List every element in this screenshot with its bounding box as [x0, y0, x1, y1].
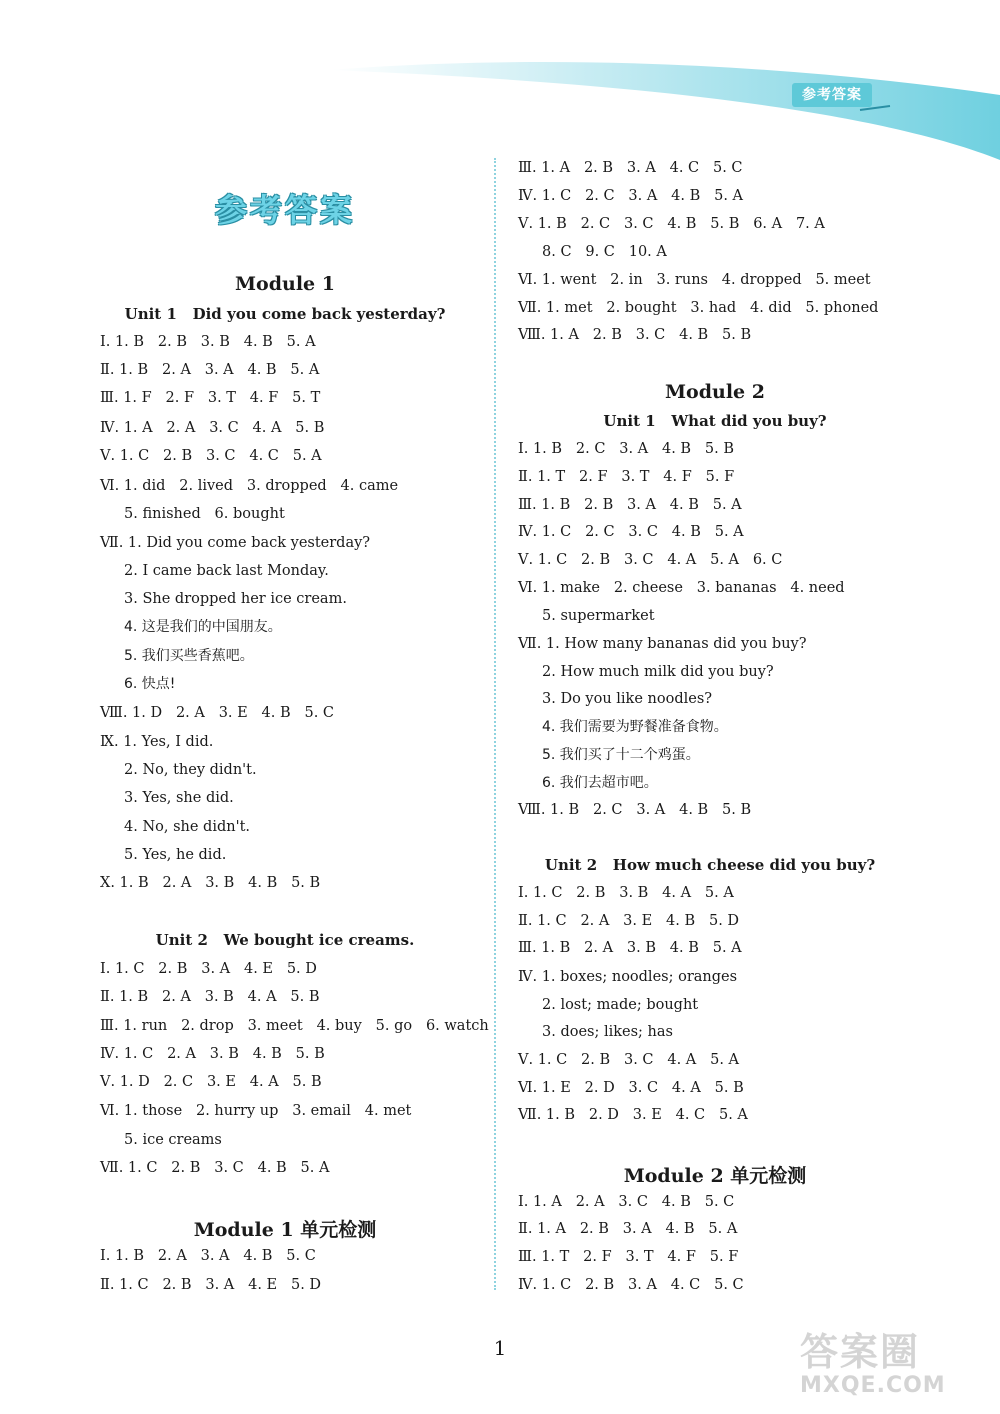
- module-1-heading: Module 1: [235, 273, 335, 295]
- answer-line: 3. Yes, she did.: [124, 790, 234, 806]
- answer-line: Ⅶ. 1. B 2. D 3. E 4. C 5. A: [518, 1107, 748, 1123]
- answer-line: 2. lost; made; bought: [542, 997, 699, 1013]
- module-2-heading: Module 2: [665, 381, 765, 403]
- answer-line: 3. She dropped her ice cream.: [124, 591, 347, 607]
- answer-line: Ⅶ. 1. C 2. B 3. C 4. B 5. A: [100, 1160, 330, 1176]
- answer-line: Ⅵ. 1. make 2. cheese 3. bananas 4. need: [518, 580, 845, 596]
- answer-line: Ⅱ. 1. B 2. A 3. A 4. B 5. A: [100, 362, 320, 378]
- answer-line: Ⅴ. 1. C 2. B 3. C 4. A 5. A: [518, 1052, 740, 1068]
- watermark-logo: [800, 1330, 990, 1400]
- answer-line: 3. does; likes; has: [542, 1024, 673, 1040]
- answer-line: Ⅷ. 1. B 2. C 3. A 4. B 5. B: [518, 802, 752, 818]
- answer-line: Ⅳ. 1. C 2. C 3. C 4. B 5. A: [518, 524, 744, 540]
- answer-line: 5. ice creams: [124, 1132, 222, 1148]
- answer-line: Ⅵ. 1. E 2. D 3. C 4. A 5. B: [518, 1080, 744, 1096]
- answer-line: Ⅵ. 1. went 2. in 3. runs 4. dropped 5. meet: [518, 272, 871, 288]
- answer-line: Ⅰ. 1. B 2. B 3. B 4. B 5. A: [100, 334, 316, 350]
- answer-line: 8. C 9. C 10. A: [542, 244, 667, 260]
- answer-line: 5. supermarket: [542, 608, 655, 624]
- answer-line: 5. Yes, he did.: [124, 847, 227, 863]
- answer-line: 4. No, she didn't.: [124, 819, 251, 835]
- answer-line: Ⅹ. 1. B 2. A 3. B 4. B 5. B: [100, 875, 321, 891]
- answer-line: Ⅰ. 1. C 2. B 3. B 4. A 5. A: [518, 885, 734, 901]
- answer-line: Ⅴ. 1. C 2. B 3. C 4. C 5. A: [100, 448, 322, 464]
- module-1-test-heading: Module 1 单元检测: [193, 1219, 377, 1241]
- answer-line: Ⅴ. 1. B 2. C 3. C 4. B 5. B 6. A 7. A: [518, 216, 825, 232]
- answer-line: Ⅰ. 1. C 2. B 3. A 4. E 5. D: [100, 961, 317, 977]
- watermark-en: MXQE.COM: [800, 1373, 946, 1398]
- answer-line: Ⅳ. 1. A 2. A 3. C 4. A 5. B: [100, 420, 325, 436]
- watermark-cn: 答案圈: [800, 1330, 921, 1374]
- answer-line: Ⅳ. 1. C 2. B 3. A 4. C 5. C: [518, 1277, 744, 1293]
- answer-line: 6. 快点!: [124, 676, 176, 692]
- answer-line: Ⅶ. 1. How many bananas did you buy?: [518, 636, 807, 652]
- answer-line: 6. 我们去超市吧。: [542, 775, 658, 791]
- answer-line: Ⅲ. 1. B 2. B 3. A 4. B 5. A: [518, 497, 742, 513]
- column-divider: [494, 158, 496, 1290]
- answer-line: Ⅳ. 1. boxes; noodles; oranges: [518, 969, 738, 985]
- answer-line: 5. finished 6. bought: [124, 506, 285, 522]
- answer-line: Ⅷ. 1. D 2. A 3. E 4. B 5. C: [100, 705, 335, 721]
- answer-line: Ⅱ. 1. A 2. B 3. A 4. B 5. A: [518, 1221, 738, 1237]
- answer-line: Ⅸ. 1. Yes, I did.: [100, 734, 214, 750]
- answer-line: Ⅴ. 1. D 2. C 3. E 4. A 5. B: [100, 1074, 322, 1090]
- answer-line: Ⅶ. 1. Did you come back yesterday?: [100, 535, 371, 551]
- answer-line: 2. No, they didn't.: [124, 762, 257, 778]
- answer-line: 4. 这是我们的中国朋友。: [124, 619, 282, 635]
- answer-line: Ⅷ. 1. A 2. B 3. C 4. B 5. B: [518, 327, 752, 343]
- answer-line: Ⅲ. 1. T 2. F 3. T 4. F 5. F: [518, 1249, 739, 1265]
- answer-line: Ⅴ. 1. C 2. B 3. C 4. A 5. A 6. C: [518, 552, 783, 568]
- answer-line: Ⅰ. 1. B 2. A 3. A 4. B 5. C: [100, 1248, 316, 1264]
- answer-line: 4. 我们需要为野餐准备食物。: [542, 719, 728, 735]
- section-tab: 参考答案: [792, 83, 872, 107]
- answer-line: Ⅲ. 1. F 2. F 3. T 4. F 5. T: [100, 390, 321, 406]
- answer-line: 5. 我们买些香蕉吧。: [124, 648, 254, 664]
- answer-line: Ⅲ. 1. A 2. B 3. A 4. C 5. C: [518, 160, 743, 176]
- answer-line: Ⅳ. 1. C 2. A 3. B 4. B 5. B: [100, 1046, 325, 1062]
- answer-line: Ⅲ. 1. run 2. drop 3. meet 4. buy 5. go 6. watch: [100, 1018, 489, 1034]
- answer-line: Ⅲ. 1. B 2. A 3. B 4. B 5. A: [518, 940, 742, 956]
- answer-line: 2. How much milk did you buy?: [542, 664, 774, 680]
- unit-2-heading: Unit 2 We bought ice creams.: [155, 931, 415, 949]
- answer-line: 2. I came back last Monday.: [124, 563, 329, 579]
- answer-line: 5. 我们买了十二个鸡蛋。: [542, 747, 700, 763]
- answer-line: Ⅳ. 1. C 2. C 3. A 4. B 5. A: [518, 188, 744, 204]
- page-title: 参考答案: [214, 191, 355, 229]
- answer-line: Ⅵ. 1. those 2. hurry up 3. email 4. met: [100, 1103, 412, 1119]
- answer-line: Ⅵ. 1. did 2. lived 3. dropped 4. came: [100, 478, 399, 494]
- answer-line: 3. Do you like noodles?: [542, 691, 713, 707]
- answer-line: Ⅱ. 1. T 2. F 3. T 4. F 5. F: [518, 469, 735, 485]
- answer-line: Ⅱ. 1. B 2. A 3. B 4. A 5. B: [100, 989, 320, 1005]
- answer-line: Ⅶ. 1. met 2. bought 3. had 4. did 5. phoned: [518, 300, 879, 316]
- answer-line: Ⅰ. 1. A 2. A 3. C 4. B 5. C: [518, 1194, 735, 1210]
- unit-1-heading: Unit 1 What did you buy?: [603, 412, 827, 430]
- unit-1-heading: Unit 1 Did you come back yesterday?: [124, 305, 446, 323]
- unit-2-heading: Unit 2 How much cheese did you buy?: [544, 856, 876, 874]
- module-2-test-heading: Module 2 单元检测: [623, 1165, 807, 1187]
- page-number: 1: [493, 1336, 507, 1360]
- answer-line: Ⅱ. 1. C 2. A 3. E 4. B 5. D: [518, 913, 740, 929]
- answer-line: Ⅰ. 1. B 2. C 3. A 4. B 5. B: [518, 441, 735, 457]
- answer-line: Ⅱ. 1. C 2. B 3. A 4. E 5. D: [100, 1277, 322, 1293]
